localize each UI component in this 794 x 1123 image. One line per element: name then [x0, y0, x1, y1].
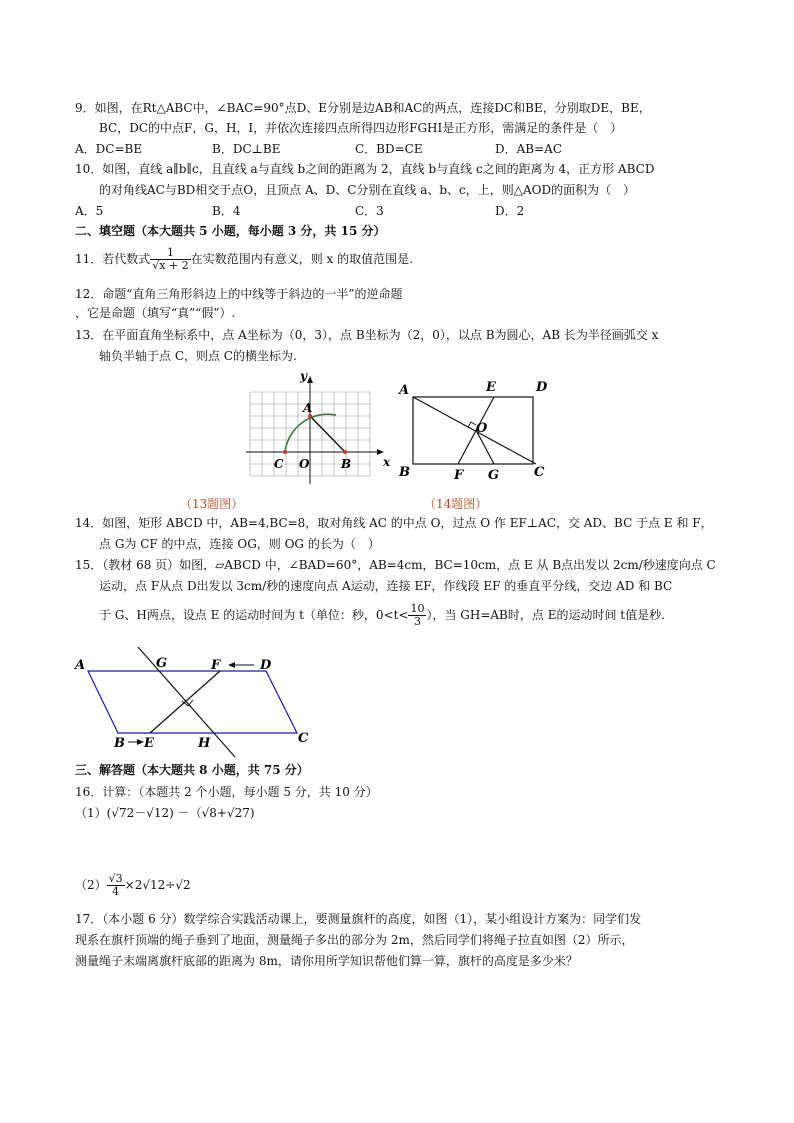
q16-part2-fraction [107, 873, 125, 898]
q13-line2: 轴负半轴于点 C，则点 C的横坐标为. [99, 349, 297, 363]
q15-line3-end: ），当 GH=AB时，点 E的运动时间 t值是秒. [426, 608, 665, 622]
q11 [75, 245, 413, 273]
q16-line1: 16．计算：（本题共 2 个小题，每小题 5 分，共 10 分） [75, 785, 378, 799]
q17-line2: 现系在旗杆顶端的绳子垂到了地面，测量绳子多出的部分为 2m，然后同学们将绳子拉直如图（2）所示， [75, 933, 634, 947]
fig15-label-c: C [298, 731, 309, 746]
fig15-segment-ef [150, 671, 220, 733]
q17-line1: 17．（本小题 6 分）数学综合实践活动课上，要测量旗杆的高度，如图（1），某小组设计方案为：同学们发 [75, 912, 642, 926]
fig14-label-e: E [486, 380, 496, 395]
fig14-label-o: O [476, 421, 488, 436]
figure-15 [70, 647, 320, 759]
q10-option-d: D．2 [495, 204, 525, 218]
q9-option-a: A．DC=BE [75, 142, 143, 156]
q11-denominator: √x + 2 [152, 259, 189, 272]
figure-14 [396, 376, 558, 486]
section-2-heading: 二、填空题（本大题共 5 小题，每小题 3 分，共 15 分） [75, 224, 386, 238]
q15-fraction [408, 603, 426, 628]
fig14-label-b: B [399, 465, 410, 480]
fig13-label-o: O [299, 457, 310, 471]
q16-part2-numerator: √3 [108, 872, 123, 885]
fig13-label-b: B [341, 457, 352, 471]
q17-line3: 测量绳子末端离旗杆底部的距离为 8m，请你用所学知识帮他们算一算，旗杆的高度是多少米？ [75, 954, 578, 968]
fig15-label-a: A [75, 658, 86, 673]
fig14-label-g: G [488, 468, 500, 483]
fig15-arrow-e-head [137, 739, 144, 745]
q12-line1: 12．命题“直角三角形斜边上的中线等于斜边的一半”的逆命题 [75, 287, 403, 301]
fig15-label-b: B [114, 736, 125, 751]
q11-numerator: 1 [166, 246, 174, 259]
q16-part2-label: （2） [75, 878, 107, 892]
fig13-label-a: A [303, 401, 313, 415]
fig13-label-y: y [300, 369, 307, 383]
q15-frac-numerator: 10 [410, 602, 425, 615]
figure-13 [240, 368, 400, 486]
q15-line3 [99, 601, 665, 629]
q14-line2: 点 G为 CF 的中点，连接 OG，则 OG 的长为（ ） [99, 537, 380, 551]
fig13-y-arrow [307, 376, 313, 383]
fig14-caption: （14题图） [424, 497, 488, 511]
fig13-label-c: C [274, 457, 284, 471]
fig15-arrow-f-head [228, 662, 235, 668]
q10-line1: 10．如图，直线 a∥b∥c，且直线 a与直线 b之间的距离为 2，直线 b与直线 c之间的距离为 4，正方形 ABCD [75, 162, 655, 176]
fig13-point-b [343, 450, 347, 454]
q11-suffix: 在实数范围内有意义，则 x 的取值范围是. [190, 252, 413, 266]
fig14-label-c: C [534, 465, 545, 480]
fig15-label-f: F [211, 658, 221, 673]
fig15-label-e: E [144, 736, 154, 751]
fig14-label-d: D [536, 380, 548, 395]
q9-line1: 9．如图，在Rt△ABC中，∠BAC=90°点D、E分别是边AB和AC的两点，连接DC和BE，分别取DE，BE， [75, 101, 651, 115]
q15-line3-start: 于 G、H两点，设点 E 的运动时间为 t（单位：秒，0<t< [99, 608, 409, 622]
q9-line2: BC，DC的中点F，G，H，I，并依次连接四点所得四边形FGHI是正方形，需满足的条件是（ ） [99, 121, 623, 135]
fig14-label-f: F [454, 468, 464, 483]
section-3-heading: 三、解答题（本大题共 8 小题，共 75 分） [75, 763, 309, 777]
q16-part2-denominator: 4 [107, 885, 125, 898]
q9-option-d: D．AB=AC [495, 142, 563, 156]
q11-prefix: 11．若代数式 [75, 252, 151, 266]
q9-option-c: C．BD=CE [355, 142, 423, 156]
q11-fraction [150, 247, 190, 272]
q13-line1: 13．在平面直角坐标系中，点 A坐标为（0，3），点 B坐标为（2，0），以点 B为圆心，AB 长为半径画弧交 x [75, 328, 659, 342]
q10-option-b: B．4 [212, 204, 241, 218]
q15-frac-denominator: 3 [408, 615, 426, 628]
fig13-point-c [283, 450, 287, 454]
q15-line2: 运动，点 F从点 D出发以 3cm/秒的速度向点 A运动，连接 EF，作线段 EF 的垂直平分线，交边 AD 和 BC [99, 579, 673, 593]
fig14-right-angle-mark [468, 422, 476, 427]
q9-option-b: B．DC⊥BE [212, 142, 281, 156]
fig13-label-x: x [383, 455, 391, 469]
q16-part1: （1）(√72－√12) －（√8+√27) [75, 806, 255, 820]
fig14-label-a: A [399, 383, 410, 398]
q12-line2: ，它是命题（填写“真”“假”）. [75, 306, 236, 320]
q16-part2-rest: ×2√12÷√2 [124, 878, 191, 892]
fig15-label-d: D [260, 658, 272, 673]
q10-option-a: A．5 [75, 204, 104, 218]
fig15-label-h: H [198, 736, 211, 751]
fig13-caption: （13题图） [180, 497, 244, 511]
q10-line2: 的对角线AC与BD相交于点O，且顶点 A、D、C分别在直线 a、b、c，上，则△AOD的面积为（ ） [99, 183, 636, 197]
fig13-segment-ab [310, 416, 345, 452]
q16-part2 [75, 870, 191, 900]
fig15-parallelogram [88, 671, 297, 733]
q15-line1: 15．（教材 68 页）如图，▱ABCD 中，∠BAD=60°，AB=4cm，BC=10cm，点 E 从 B点出发以 2cm/秒速度向点 C [75, 558, 716, 572]
q10-option-c: C．3 [355, 204, 384, 218]
fig14-diagonal-ac [413, 397, 536, 464]
q14-line1: 14．如图，矩形 ABCD 中，AB=4,BC=8，取对角线 AC 的中点 O，过点 O 作 EF⊥AC，交 AD、BC 于点 E 和 F， [75, 516, 713, 530]
fig15-label-g: G [156, 656, 168, 671]
